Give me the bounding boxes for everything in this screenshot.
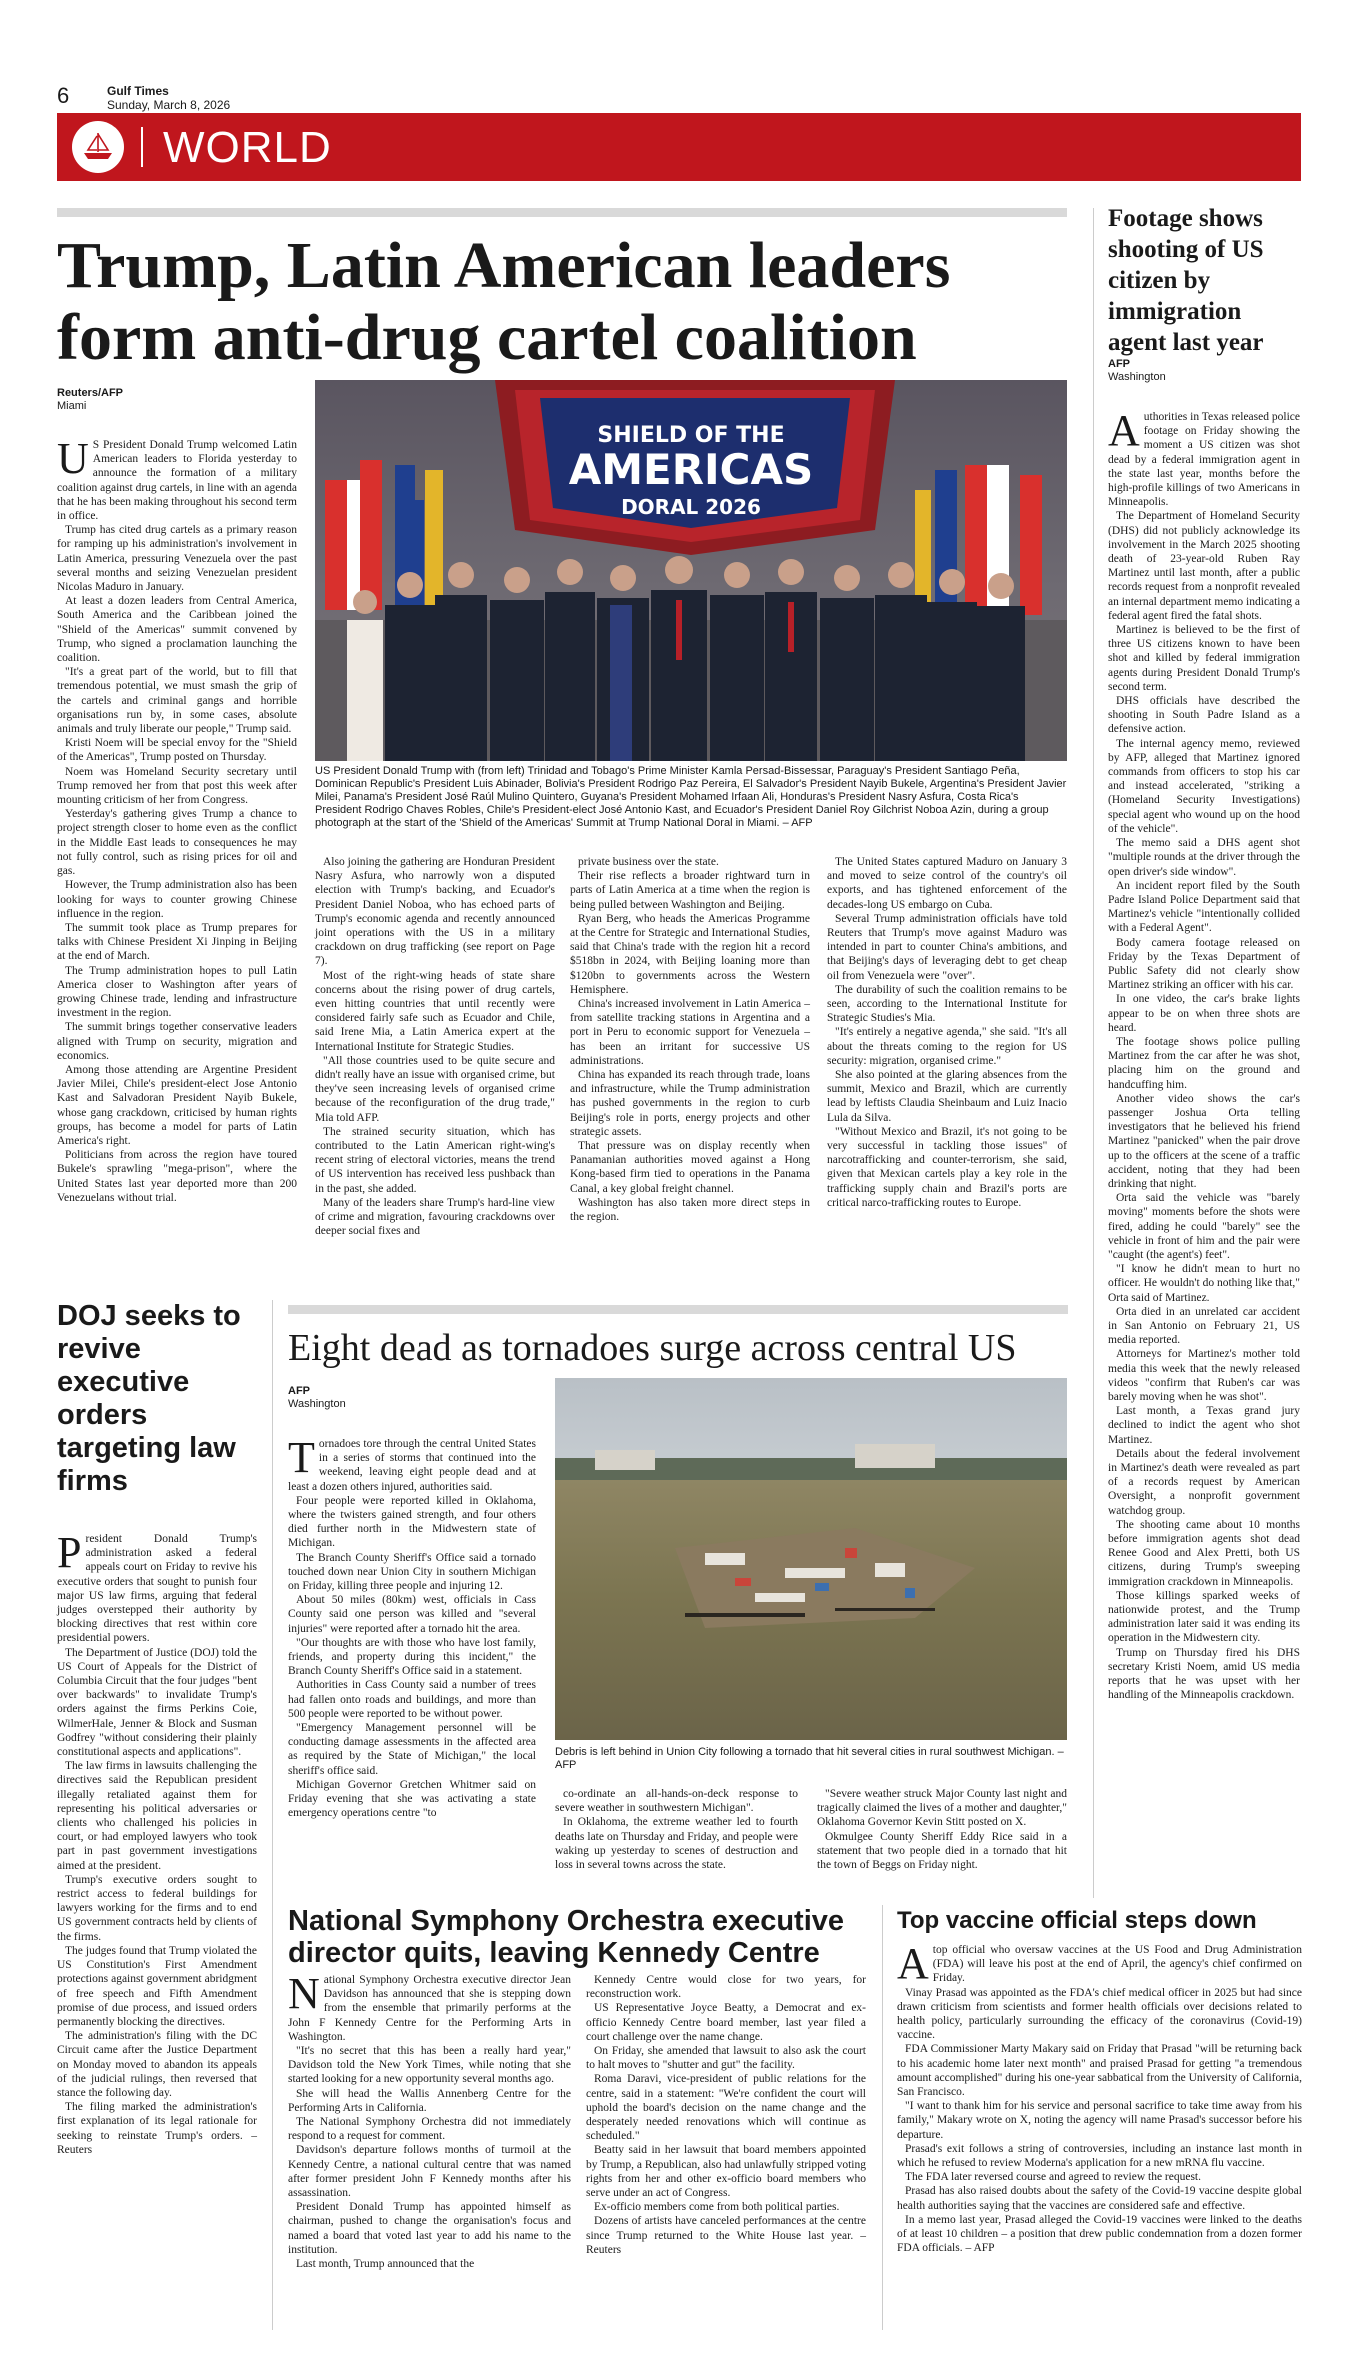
paragraph: The National Symphony Orchestra did not immediately respond to a request for comment. bbox=[288, 2116, 571, 2143]
paragraph: "Emergency Management personnel will be conducting damage assessments in the affected area as required by the State of Michigan," the local sheriff's office said. bbox=[288, 1722, 536, 1777]
paragraph: President Donald Trump has appointed himself as chairman, pushed to change the organisation's focus and named a board that voted last year to add his name to the institution. bbox=[288, 2201, 571, 2256]
lead-headline: Trump, Latin American leaders form anti-drug cartel coalition bbox=[57, 229, 951, 374]
paragraph: "It's no secret that this has been a really hard year," Davidson told the New York Times, while noting that she started looking for a new opportunity several months ago. bbox=[288, 2045, 571, 2086]
paragraph: Details about the federal involvement in Martinez's death were revealed as part of a records request by American Oversight, a nonprofit government watchdog group. bbox=[1108, 1447, 1300, 1517]
paragraph: Ryan Berg, who heads the Americas Programme at the Centre for Strategic and International Studies, said that China's trade with the region hit a record $518bn in 2024, with Beijing loaning more than $120bn to governments across the Western Hemisphere. bbox=[570, 912, 810, 996]
paragraph: Another video shows the car's passenger Joshua Orta telling investigators that he believed his friend Martinez "panicked" when the pair drove up to the officers at the scene of a traffic accident, noting that they had been drinking that night. bbox=[1108, 1092, 1300, 1190]
paragraph: Beatty said in her lawsuit that board members appointed by Trump, a Republican, also had unlawfully stripped voting rights from her and other ex-officio board members who serve under an act of Congress. bbox=[586, 2144, 866, 2200]
vaccine-body bbox=[897, 1939, 1302, 2330]
lead-col1-text bbox=[57, 434, 297, 1205]
nso-column-1 bbox=[288, 1969, 571, 2330]
paragraph: "It's a great part of the world, but to fill that tremendous potential, we must smash the grip of the cartels and criminal gangs and horrible organisations run by, in some cases, absolute animals and truly liberate our people," Trump said. bbox=[57, 666, 297, 736]
tornado-byline: AFP bbox=[288, 1385, 310, 1397]
nso-column-2 bbox=[586, 1973, 866, 2330]
paragraph: Those killings sparked weeks of nationwide protest, and the Trump administration later said it was ending its operation in the Midwestern city. bbox=[1108, 1589, 1300, 1645]
paragraph: Last month, a Texas grand jury declined to indict the agent who shot Martinez. bbox=[1108, 1405, 1300, 1446]
paragraph: Also joining the gathering are Honduran President Nasry Asfura, who narrowly won a disputed election with Trump's backing, and Ecuador's President Daniel Noboa, who has echoed parts of Trump's economic agenda and recently announced joint operations with the US in a military crackdown on drug trafficking (see report on Page 7). bbox=[315, 856, 555, 968]
column-divider bbox=[882, 1905, 883, 2330]
tornado-headline: Eight dead as tornadoes surge across central US bbox=[288, 1327, 1017, 1369]
paragraph: The memo said a DHS agent shot "multiple rounds at the driver through the open driver's side window". bbox=[1108, 837, 1300, 878]
banner-separator bbox=[141, 127, 143, 167]
paragraph: In a memo last year, Prasad alleged the Covid-19 vaccines were linked to the deaths of at least 10 children – a position that drew public condemnation from a dozen former FDA officials. – AFP bbox=[897, 2213, 1302, 2255]
issue-date: Sunday, March 8, 2026 bbox=[107, 98, 231, 112]
paragraph: ornadoes tore through the central United States in a series of storms that continued into the weekend, leaving eight people dead and at least a dozen others injured, authorities said. bbox=[288, 1438, 536, 1493]
paragraph: Kennedy Centre would close for two years, for reconstruction work. bbox=[586, 1974, 866, 2001]
paragraph: Trump's executive orders sought to restrict access to federal buildings for lawyers working for the firms and to end US government contracts held by clients of the firms. bbox=[57, 1873, 257, 1943]
paragraph: On Friday, she amended that lawsuit to also ask the court to halt moves to "shutter and gut" the facility. bbox=[586, 2045, 866, 2072]
paragraph: Trump on Thursday fired his DHS secretary Kristi Noem, amid US media reports that he was upset with her handling of the Minneapolis crackdown. bbox=[1108, 1646, 1300, 1702]
paragraph: The Trump administration hopes to pull Latin America closer to Washington after years of growing Chinese trade, lending and infrastructure investment in the region. bbox=[57, 964, 297, 1020]
paragraph: At least a dozen leaders from Central America, South America and the Caribbean joined the "Shield of the Americas" summit convened by Trump, who signed a proclamation launching the coalition. bbox=[57, 595, 297, 665]
paragraph: China has expanded its reach through trade, loans and infrastructure, while the Trump administration has pushed governments in the region to curb Beijing's role in ports, energy projects and other strategic assets. bbox=[570, 1069, 810, 1138]
paragraph: The strained security situation, which has contributed to the Latin American right-wing's recent string of electoral victories, means the trend of US intervention has received less pushback than in the past, she added. bbox=[315, 1125, 555, 1195]
paragraph: She also pointed at the glaring absences from the summit, Mexico and Brazil, which are currently lead by leftists Claudia Sheinbaum and Luiz Inacio Lula da Silva. bbox=[827, 1069, 1067, 1124]
banner-line-1: SHIELD OF THE bbox=[597, 423, 785, 448]
paragraph: The Department of Justice (DOJ) told the US Court of Appeals for the District of Columbia Circuit that the four judges "bent over backwards" to invalidate Trump's orders against the firms Perkins Coie, WilmerHale, Jenner & Block and Susman Godfrey "without considering their plainly constitutional aspects and applications". bbox=[57, 1646, 257, 1759]
tornado-rule bbox=[288, 1305, 1068, 1314]
paragraph: Several Trump administration officials have told Reuters that Trump's move against Maduro was intended in part to counter China's ambitions, and that Beijing's days of leveraging debt to get cheap oil from Venezuela were "over". bbox=[827, 912, 1067, 982]
paragraph: The FDA later reversed course and agreed to review the request. bbox=[905, 2171, 1202, 2184]
paragraph: The summit took place as Trump prepares for talks with Chinese President Xi Jinping in Beijing at the end of March. bbox=[57, 921, 297, 963]
column-divider bbox=[1093, 208, 1094, 1898]
footage-text bbox=[1108, 406, 1300, 1702]
paragraph: The shooting came about 10 months before immigration agents shot dead Renee Good and Alex Pretti, both US citizens, during Trump's sweeping immigration crackdown in Minneapolis. bbox=[1108, 1518, 1300, 1588]
paragraph: "All those countries used to be quite secure and didn't really have an issue with organised crime, but they've seen increasing levels of organised crime because of the reconfiguration of the drug trade," Mia told AFP. bbox=[315, 1054, 555, 1124]
drop-cap: T bbox=[288, 1433, 315, 1482]
tornado-column-1 bbox=[288, 1433, 536, 1897]
paragraph: DHS officials have described the shooting in South Padre Island as a defensive action. bbox=[1108, 695, 1300, 736]
paragraph: The filing marked the administration's first explanation of its legal rationale for seeking to reinstate Trump's orders. – Reuters bbox=[57, 2101, 257, 2156]
tornado-place: Washington bbox=[288, 1398, 346, 1410]
paragraph: The summit brings together conservative leaders aligned with Trump on security, migration and economics. bbox=[57, 1021, 297, 1062]
lead-place: Miami bbox=[57, 400, 87, 412]
lead-rule bbox=[57, 208, 1067, 217]
paragraph: Noem was Homeland Security secretary until Trump removed her from that post this week after mounting criticism of her from Congress. bbox=[57, 765, 297, 807]
lead-column-4 bbox=[827, 855, 1067, 1209]
paragraph: FDA Commissioner Marty Makary said on Friday that Prasad "will be returning back to his academic home later next month" and praised Prasad for getting "a tremendous amount accomplished" during his one-year sabbatical from the University of California, San Francisco. bbox=[897, 2043, 1302, 2099]
column-divider bbox=[272, 1300, 273, 2330]
section-banner bbox=[57, 113, 1301, 181]
paragraph: Yesterday's gathering gives Trump a chance to project strength closer to home even as the conflict in the Middle East leads to consequences he may not fully control, such as rising prices for oil and gas. bbox=[57, 808, 297, 878]
paragraph: Authorities in Cass County said a number of trees had fallen onto roads and buildings, and more than 500 people were reported to be without power. bbox=[288, 1679, 536, 1720]
tornado-photo-caption: Debris is left behind in Union City following a tornado that hit several cities in rural southwest Michigan. – AFP bbox=[555, 1746, 1064, 1771]
footage-headline: Footage shows shooting of US citizen by immigration agent last year bbox=[1108, 205, 1264, 356]
paragraph: "I want to thank him for his service and personal sacrifice to take time away from his family," Makary wrote on X, noting the agency will name Prasad's successor before his departure. bbox=[897, 2100, 1302, 2141]
lead-column-1 bbox=[57, 434, 297, 1208]
paragraph: Martinez is believed to be the first of three US citizens known to have been shot and killed by federal immigration agents during President Donald Trump's second term. bbox=[1108, 624, 1300, 693]
vaccine-headline: Top vaccine official steps down bbox=[897, 1907, 1257, 1934]
footage-body bbox=[1108, 406, 1300, 1890]
paragraph: Orta said the vehicle was "barely moving" moments before the shots were fired, adding he could "barely" see the vehicle in front of him and the pair were "caught (the agent's) feet". bbox=[1108, 1192, 1300, 1261]
doj-text bbox=[57, 1528, 257, 2157]
tornado-col1-text bbox=[288, 1433, 536, 1820]
drop-cap: N bbox=[288, 1969, 320, 2018]
paragraph: ational Symphony Orchestra executive director Jean Davidson has announced that she is stepping down from the ensemble that primarily performs at the John F Kennedy Centre for the Performing Arts in Washington. bbox=[288, 1974, 571, 2043]
paragraph: private business over the state. bbox=[578, 856, 719, 868]
paragraph: The administration's filing with the DC Circuit came after the Justice Department on Monday moved to abandon its appeals of the judicial rulings, then reversed that stance the following day. bbox=[57, 2030, 257, 2099]
paragraph: Their rise reflects a broader rightward turn in parts of Latin America at a time when the region is being pulled between Washington and Beijing. bbox=[570, 870, 810, 911]
ship-logo-icon bbox=[72, 121, 124, 173]
paragraph: Trump has cited drug cartels as a primary reason for ramping up his administration's involvement in Latin America, pressuring Venezuela over the past several months and seizing Venezuelan president Nicolas Maduro in January. bbox=[57, 524, 297, 594]
paragraph: resident Donald Trump's administration asked a federal appeals court on Friday to revive his executive orders that sought to punish four major US law firms, arguing that federal judges overstepped their authority by blocking directives that rest within core presidential powers. bbox=[57, 1533, 257, 1645]
paragraph: "Without Mexico and Brazil, it's not going to be very successful in tackling those issues" of narcotrafficking and counter-terrorism, she said, given that Mexican cartels play a key role in the trafficking supply chain and Brazil's ports are critical narco-trafficking routes to Europe. bbox=[827, 1125, 1067, 1209]
paragraph: Orta died in an unrelated car accident in San Antonio on February 21, US media reported. bbox=[1108, 1305, 1300, 1347]
paragraph: Among those attending are Argentine President Javier Milei, Chile's president-elect Jose Antonio Kast and Salvadoran President Nayib Bukele, whose gang crackdown, criticised by human rights groups, has become a model for parts of Latin America's right. bbox=[57, 1063, 297, 1147]
banner-line-3: DORAL 2026 bbox=[621, 495, 761, 519]
paragraph: S President Donald Trump welcomed Latin American leaders to Florida yesterday to announce the formation of a military coalition against drug cartels, in line with an agenda that he has been making throughout his second term in office. bbox=[57, 439, 297, 523]
paragraph: About 50 miles (80km) west, officials in Cass County said one person was killed and "several injuries" were reported after a tornado hit the area. bbox=[288, 1594, 536, 1635]
paragraph: Dozens of artists have canceled performances at the centre since Trump returned to the White House last year. – Reuters bbox=[586, 2215, 866, 2256]
footage-place: Washington bbox=[1108, 371, 1166, 383]
paragraph: Four people were reported killed in Oklahoma, where the twisters gained strength, and four others died further north in the Midwestern state of Michigan. bbox=[288, 1494, 536, 1550]
nso-headline: National Symphony Orchestra executive director quits, leaving Kennedy Centre bbox=[288, 1905, 845, 1969]
drop-cap: A bbox=[1108, 406, 1140, 455]
paragraph: Many of the leaders share Trump's hard-line view of crime and migration, favouring crackdowns over deeper social fixes and bbox=[315, 1196, 555, 1238]
page-number: 6 bbox=[57, 83, 70, 108]
tornado-column-2 bbox=[555, 1787, 798, 1897]
paragraph: "It's entirely a negative agenda," she said. "It's all about the threats coming to the region for US security: migration, organised crime." bbox=[827, 1026, 1067, 1067]
paragraph: The durability of such the coalition remains to be seen, according to the International Institute for Strategic Studies's Mia. bbox=[827, 983, 1067, 1025]
paragraph: The United States captured Maduro on January 3 and moved to seize control of the country's oil exports, and has tightened enforcement of the decades-long US embargo on Cuba. bbox=[827, 856, 1067, 911]
paragraph: Prasad's exit follows a string of controversies, including an instance last month in which he refused to review Moderna's application for a new mRNA flu vaccine. bbox=[897, 2142, 1302, 2170]
section-title: WORLD bbox=[163, 123, 332, 172]
paragraph: The internal agency memo, reviewed by AFP, alleged that Martinez ignored commands from officers to stop his car and instead accelerated, "striking a (Homeland Security Investigations) special agent who wound up on the hood of the vehicle". bbox=[1108, 737, 1300, 835]
paragraph: That pressure was on display recently when Panamanian authorities moved against a Hong Kong-based firm tied to operations in the Panama Canal, a key global freight channel. bbox=[570, 1140, 810, 1195]
paragraph: top official who oversaw vaccines at the US Food and Drug Administration (FDA) will leave his post at the end of April, the agency's chief confirmed on Friday. bbox=[932, 1944, 1302, 1985]
lead-column-2 bbox=[315, 855, 555, 1238]
tornado-debris-photo bbox=[555, 1378, 1067, 1740]
paragraph: However, the Trump administration also has been looking for ways to counter growing Chinese influence in the region. bbox=[57, 879, 297, 920]
vaccine-text bbox=[897, 1939, 1302, 2255]
paragraph: Ex-officio members come from both political parties. bbox=[594, 2201, 840, 2214]
summit-photo bbox=[315, 380, 1067, 761]
publication-name: Gulf Times bbox=[107, 84, 169, 98]
paragraph: Roma Daravi, vice-president of public relations for the centre, said in a statement: "We're confident the court will uphold the board's decision on the name change and the desperately needed renovations which will continue as scheduled." bbox=[586, 2073, 866, 2143]
paragraph: Okmulgee County Sheriff Eddy Rice said in a statement that two people died in a tornado that hit the town of Beggs on Friday night. bbox=[817, 1830, 1067, 1872]
paragraph: Body camera footage released on Friday by the Texas Department of Public Safety did not clearly show Martinez striking an officer with his car. bbox=[1108, 936, 1300, 992]
paragraph: The footage shows police pulling Martinez from the car after he was shot, placing him on the ground and handcuffing him. bbox=[1108, 1035, 1300, 1091]
paragraph: "Severe weather struck Major County last night and tragically claimed the lives of a mother and daughter," Oklahoma Governor Kevin Stitt posted on X. bbox=[817, 1788, 1067, 1829]
lead-photo-caption: US President Donald Trump with (from left) Trinidad and Tobago's Prime Minister Kamla Persad-Bissessar, Paraguay's President Santiago Peña, Dominican Republic's President Luis Abinader, Bolivia's President Rodrigo Paz Pereira, El Salvador's President Nayib Bukele, Argentina's President Javier Milei, Panama's President José Raúl Mulino Quintero, Guyana's President Mohamed Irfaan Ali, Honduras's President Nasry Asfura, Costa Rica's President Rodrigo Chaves Robles, Chile's President-elect José Antonio Kast, and Ecuador's President Daniel Roy Gilchrist Noboa Azin, during a group photograph at the start of the 'Shield of the Americas' Summit at Trump National Doral in Miami. – AFP bbox=[315, 765, 1067, 829]
paragraph: Politicians from across the region have toured Bukele's sprawling "mega-prison", where the United States last year deported more than 200 Venezuelans without trial. bbox=[57, 1149, 297, 1204]
drop-cap: P bbox=[57, 1528, 82, 1577]
paragraph: Vinay Prasad was appointed as the FDA's chief medical officer in 2025 but had since drawn criticism from scientists and former health officials over decisions related to health policy, particularly surrounding the efficacy of the coronavirus (Covid-19) vaccine. bbox=[897, 1986, 1302, 2042]
paragraph: Davidson's departure follows months of turmoil at the Kennedy Centre, a national cultural centre that was named after former president John F Kennedy months after his assassination. bbox=[288, 2144, 571, 2200]
paragraph: The Department of Homeland Security (DHS) did not publicly acknowledge its involvement in the March 2025 shooting death of 23-year-old Ruben Ray Martinez until last month, after a public records request from a nonprofit revealed an internal department memo indicating a federal agent fired the fatal shots. bbox=[1108, 510, 1300, 622]
paragraph: US Representative Joyce Beatty, a Democrat and ex-officio Kennedy Centre board member, last year filed a court challenge over the name change. bbox=[586, 2002, 866, 2043]
paragraph: uthorities in Texas released police footage on Friday showing the moment a US citizen was shot dead by a federal immigration agent in the state last year, months before the high-profile killings of two Americans in Minneapolis. bbox=[1108, 411, 1300, 509]
paragraph: Attorneys for Martinez's mother told media this week that the newly released videos "confirm that Ruben's car was barely moving when he was shot". bbox=[1108, 1348, 1300, 1404]
doj-headline: DOJ seeks to revive executive orders targeting law firms bbox=[57, 1300, 241, 1497]
banner-line-2: AMERICAS bbox=[568, 445, 814, 494]
drop-cap: A bbox=[897, 1939, 929, 1988]
paragraph: In Oklahoma, the extreme weather led to fourth deaths late on Thursday and Friday, and people were waking up yesterday to scenes of destruction and loss in several towns across the state. bbox=[555, 1816, 798, 1872]
footage-byline: AFP bbox=[1108, 358, 1130, 370]
paragraph: Washington has also taken more direct steps in the region. bbox=[570, 1196, 810, 1224]
lead-byline: Reuters/AFP bbox=[57, 387, 124, 399]
doj-body bbox=[57, 1528, 257, 2332]
nso-col1-text bbox=[288, 1969, 571, 2271]
paragraph: Last month, Trump announced that the bbox=[296, 2258, 475, 2271]
paragraph: In one video, the car's brake lights appear to be on when three shots are heard. bbox=[1108, 993, 1300, 1034]
paragraph: The Branch County Sheriff's Office said a tornado touched down near Union City in southern Michigan on Friday, killing three people and injuring 12. bbox=[288, 1551, 536, 1593]
drop-cap: U bbox=[57, 434, 89, 483]
paragraph: Prasad has also raised doubts about the safety of the Covid-19 vaccine despite global health authorities saying that the vaccines are considered safe and effective. bbox=[897, 2185, 1302, 2212]
paragraph: The judges found that Trump violated the US Constitution's First Amendment protections against government abridgment of free speech and Fifth Amendment promise of due process, and issued orders permanently blocking the directives. bbox=[57, 1944, 257, 2028]
tornado-column-3 bbox=[817, 1787, 1067, 1897]
paragraph: Most of the right-wing heads of state share concerns about the rising power of drug cartels, even hitting countries that until recently were considered fairly safe such as Ecuador and Chile, said Irene Mia, a Latin America expert at the International Institute for Strategic Studies. bbox=[315, 969, 555, 1053]
paragraph: Michigan Governor Gretchen Whitmer said on Friday evening that she was activating a state emergency operations centre "to bbox=[288, 1778, 536, 1820]
paragraph: The law firms in lawsuits challenging the directives said the Republican president illegally retaliated against them for representing his political adversaries or clients who challenged his policies in court, or had employed lawyers who took part in past government investigations aimed at the president. bbox=[57, 1760, 257, 1872]
paragraph: Kristi Noem will be special envoy for the "Shield of the Americas", Trump posted on Thursday. bbox=[57, 737, 297, 764]
paragraph: "Our thoughts are with those who have lost family, friends, and property during this incident," the Branch County Sheriff's Office said in a statement. bbox=[288, 1636, 536, 1678]
paragraph: China's increased involvement in Latin America – from satellite tracking stations in Argentina and a port in Peru to economic support for Venezuela – has been an irritant for successive US administrations. bbox=[570, 998, 810, 1067]
paragraph: "I know he didn't mean to hurt no officer. He wouldn't do nothing like that," Orta said of Martinez. bbox=[1108, 1263, 1300, 1304]
paragraph: co-ordinate an all-hands-on-deck response to severe weather in southwestern Michigan". bbox=[555, 1788, 798, 1815]
lead-column-3 bbox=[570, 855, 810, 1224]
paragraph: She will head the Wallis Annenberg Centre for the Performing Arts in California. bbox=[288, 2087, 571, 2114]
paragraph: An incident report filed by the South Padre Island Police Department said that Martinez's vehicle "intentionally collided with a Federal Agent". bbox=[1108, 879, 1300, 935]
